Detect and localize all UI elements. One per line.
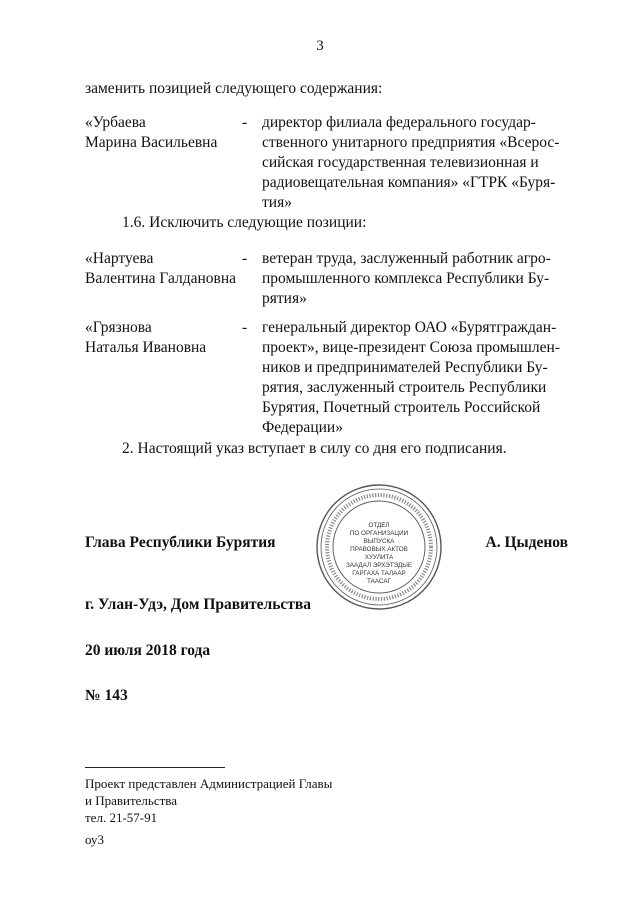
seal-line: ВЫПУСКА [363, 538, 395, 545]
entry-nartueva-surname: «Нартуева [85, 250, 154, 267]
seal-line: ГАРГАХА ТАЛААР [352, 570, 406, 577]
entry-nartueva-dash: - [242, 250, 248, 267]
entry-gryaznova-description [262, 318, 568, 438]
desc-line: радиовещательная компания» «ГТРК «Буря- [262, 174, 556, 191]
intro-text: заменить позицией следующего содержания: [85, 80, 383, 97]
desc-line: ственного унитарного предприятия «Всерос- [262, 134, 560, 151]
desc-line: проект», вице-президент Союза промышлен- [262, 339, 560, 356]
desc-line: рятия» [262, 290, 307, 307]
desc-line: Федерации» [262, 419, 343, 436]
footnote [85, 775, 332, 826]
footnote-line: и Правительства [85, 793, 178, 808]
desc-line: промышленного комплекса Республики Бу- [262, 270, 550, 287]
seal-inner-text [314, 522, 444, 586]
entry-nartueva-description [262, 249, 568, 309]
entry-urbaeva-dash: - [242, 114, 248, 131]
footnote-divider [85, 767, 225, 768]
seal-line: ПО ОРГАНИЗАЦИИ [349, 530, 409, 537]
document-code: оу3 [85, 832, 105, 847]
desc-line: сийская государственная телевизионная и [262, 154, 539, 171]
seal-line: ТААСАГ [367, 578, 391, 585]
page-number: 3 [316, 38, 324, 54]
desc-line: Бурятия, Почетный строитель Российской [262, 399, 541, 416]
signing-date: 20 июля 2018 года [85, 642, 211, 659]
seal-line: ОТДЕЛ [368, 522, 390, 529]
entry-nartueva-name [85, 249, 236, 289]
entry-gryaznova-surname: «Грязнова [85, 319, 152, 336]
desc-line: ников и предпринимателей Республики Бу- [262, 359, 548, 376]
desc-line: тия» [262, 194, 292, 211]
desc-line: генеральный директор ОАО «Бурятграждан- [262, 319, 557, 336]
entry-gryaznova-given-name: Наталья Ивановна [85, 339, 207, 356]
entry-urbaeva-name [85, 113, 217, 153]
entry-urbaeva-surname: «Урбаева [85, 114, 146, 131]
entry-urbaeva-description [262, 113, 568, 213]
footnote-phone: тел. 21-57-91 [85, 810, 158, 825]
signatory-name: А. Цыденов [485, 534, 568, 551]
desc-line: ветеран труда, заслуженный работник агро- [262, 250, 551, 267]
seal-line: ХУУЛИТА [364, 554, 394, 561]
document-number: № 143 [85, 687, 128, 704]
seal-line: ПРАВОВЫХ АКТОВ [350, 546, 408, 553]
section-2: 2. Настоящий указ вступает в силу со дня его подписания. [122, 440, 507, 457]
section-1-6: 1.6. Исключить следующие позиции: [122, 214, 367, 231]
entry-gryaznova-dash: - [242, 319, 248, 336]
desc-line: директор филиала федерального государ- [262, 114, 536, 131]
official-seal [314, 482, 444, 612]
desc-line: рятия, заслуженный строитель Республики [262, 379, 547, 396]
entry-nartueva-given-name: Валентина Галдановна [85, 270, 237, 287]
entry-gryaznova-name [85, 318, 206, 358]
seal-line: ЗААДАЛ ЭРХЭТЭДЫЕ [345, 562, 413, 569]
signing-place: г. Улан-Удэ, Дом Правительства [85, 596, 312, 613]
entry-urbaeva-given-name: Марина Васильевна [85, 134, 218, 151]
footnote-line: Проект представлен Администрацией Главы [85, 776, 333, 791]
signatory-title: Глава Республики Бурятия [85, 534, 276, 551]
